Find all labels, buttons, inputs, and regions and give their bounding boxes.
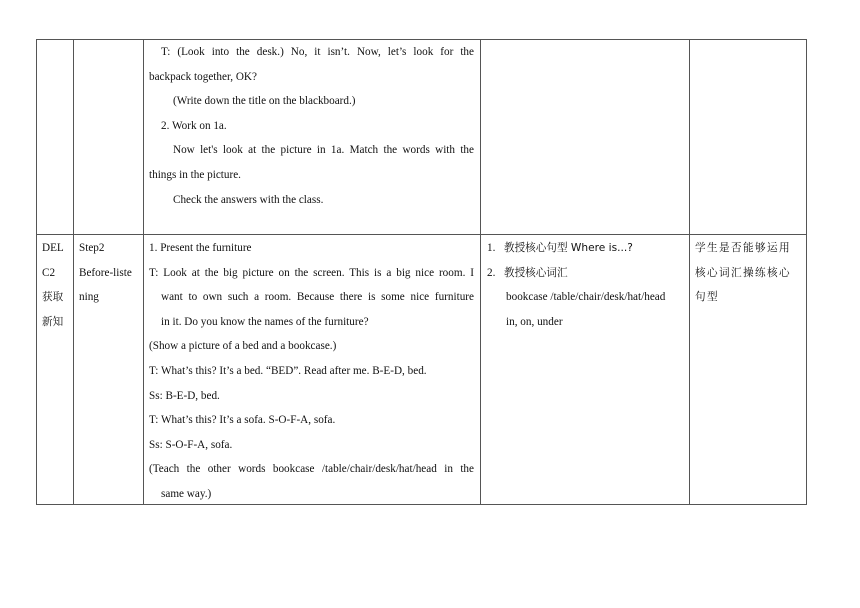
procedure-line: Ss: B-E-D, bed. [149,389,220,402]
stage-line: 获取 [42,291,64,304]
procedure-line: 2. Work on 1a. [161,119,227,132]
objective-text: 教授核心句型 Where is...? [504,242,633,254]
row2-procedure-cell [149,236,474,507]
procedure-line: T: What’s this? It’s a bed. “BED”. Read after me. B-E-D, bed. [149,364,427,377]
stage-line: DEL [42,242,64,254]
row1-procedure-cell [149,40,474,212]
objective-item [487,261,685,286]
step-line: Step2 [79,242,105,254]
column-border-4 [689,39,690,505]
procedure-line: T: (Look into the desk.) No, it isn’t. Now, let’s look for the [161,46,474,58]
assessment-line: 句型 [695,291,719,304]
procedure-line: backpack together, OK? [149,70,257,83]
column-border-right [806,39,807,505]
procedure-line: things in the picture. [149,168,241,181]
procedure-line: 1. Present the furniture [149,242,252,254]
vocabulary-line: in, on, under [506,315,563,328]
row-divider [36,234,807,235]
objective-text: 教授核心词汇 [504,266,568,279]
procedure-line: T: Look at the big picture on the screen. This is a big nice room. I [149,266,474,279]
procedure-line: Now let's look at the picture in 1a. Match the words with the [173,144,474,157]
column-border-1 [73,39,74,505]
row2-step-cell [79,236,142,310]
objective-number: 2. [487,266,496,279]
procedure-line: same way.) [161,487,212,500]
objective-number: 1. [487,242,496,254]
column-border-2 [143,39,144,505]
procedure-line: Ss: S-O-F-A, sofa. [149,438,233,451]
procedure-line: (Show a picture of a bed and a bookcase.) [149,340,337,353]
procedure-line: (Teach the other words bookcase /table/chair/desk/hat/head in the [149,463,474,476]
assessment-line: 学生是否能够运用 [695,242,791,254]
procedure-line: (Write down the title on the blackboard.) [173,95,356,108]
stage-line: 新知 [42,315,64,328]
procedure-line: T: What’s this? It’s a sofa. S-O-F-A, sofa. [149,414,336,427]
procedure-line: Check the answers with the class. [173,193,324,206]
stage-line: C2 [42,266,56,279]
step-line: Before-liste [79,266,132,279]
procedure-line: want to own such a room. Because there is some nice furniture [161,291,474,304]
vocabulary-line: bookcase /table/chair/desk/hat/head [506,291,666,304]
objective-item [487,236,685,261]
column-border-left [36,39,37,505]
assessment-line: 核心词汇操练核心 [695,266,791,279]
column-border-3 [480,39,481,505]
row2-objectives-cell [487,236,685,334]
step-line: ning [79,291,99,304]
row2-assessment-cell [695,236,805,310]
row2-stage-cell [42,236,72,334]
procedure-line: in it. Do you know the names of the furniture? [161,315,369,328]
